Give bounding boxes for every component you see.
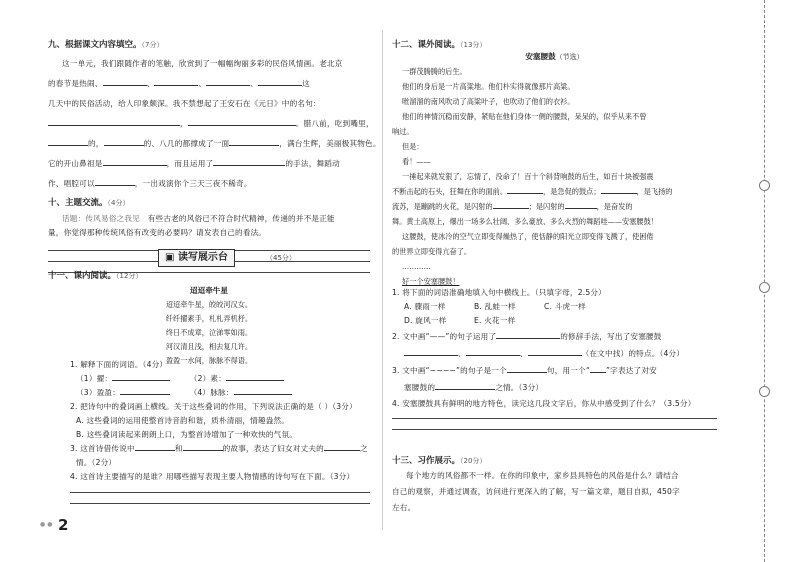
answer-line[interactable] (392, 429, 717, 430)
page-decoration: ●● (40, 521, 55, 528)
section-13-body: 每个地方的风俗都不一样。在你的印象中，家乡县具特色的风俗是什么？请结合 自己的观察，并通过调查，访问进行更深入的了解，写一篇文章，题目自拟，450字 左右。 (392, 471, 680, 512)
binding-hole (759, 180, 770, 191)
passage: 一群茂腾腾的后生。 他们的身后是一片高粱地。他们朴实得就像那片高粱。 咝溜溜的南风吹动了高粱叶子，也吹动了他们的衣衫。 他们的神情沉稳而安静，紧贴在他们身体一侧的腰鼓，呆呆的，似乎从来不曾 响过。 但是： 看！—— 一捶起来就发狠了，忘情了，没命了！百十个斜背响鼓的后生，如百十块被强震 不断击起的石头，狂舞在你的面前。 ，是急促的鼓点； ，是飞扬的 流苏，是蹦跳的火花，是闪射的 ；是闪射的 ，是奋发的 舞。黄土高原上，爆出一场多么壮阔、多么豪放、多么火烈的舞蹈哇——安塞腰鼓！ 这腰鼓，使冰冷的空气立即变得燥热了，使恬静的阳光立即变得飞溅了，使困倦 的世界立即变得亢奋了。 ………… 好一个安塞腰鼓！ (392, 67, 673, 286)
answer-line[interactable] (70, 492, 370, 493)
section-12-questions: 1. 将下面的词语准确地填入句中横线上。（只填字母，2.5分） A. 骤雨一样 B. 乱蛙一样 C. 斗虎一样 D. 旋风一样 E. 火花一样 2. 文中画“——”的句子运用了 的修辞手法，写出了安塞腰鼓 、 、 （在文中找）的特点。（4分） 3. 文中画“~~~~”的句子是一个 句，用一个“ ”字表达了对安 塞腰鼓的 之情。（3分） 4. 安塞腰鼓具有鲜明的地方特色，读完这几段文字后，你从中感受到了什么？（3.5分） (392, 286, 717, 430)
page-number: 2 (58, 516, 69, 534)
reading-writing-banner: ▣ 读写展示台 (158, 249, 235, 267)
passage-title: 安塞腰鼓（节选） (525, 52, 584, 61)
answer-line[interactable] (392, 418, 717, 419)
section-11-body (48, 283, 370, 368)
section-12-title: 十二、课外阅读。（13分） (392, 40, 487, 50)
right-page (392, 0, 717, 562)
center-divider (382, 30, 383, 530)
section-9-title: 九、根据课文内容填空。（7分） (48, 40, 164, 50)
section-9-body: 这一单元，我们跟随作者的笔触，欣赏到了一幅幅绚丽多彩的民俗风情画。老北京 的春节是热闹、 、 、 、 这 几天中的民俗活动，给人印象颇深。我不禁想起了王安石在《元日》中的名句： ， 。腊八前，吃到嘴里， 的， 的、八几的都撑成了一面 ，满台生辉，美丽极其物色。 它的开山鼻祖是 ，而且运用了 的手法，舞蹈动 作、唱腔可以 ，一出戏演你个三天三夜不稀奇。 (48, 59, 381, 188)
section-11-title: 十一、课内阅读。（12分） (48, 271, 143, 281)
section-11-questions: 1. 解释下面的词语。（4分） （1）擢： （2）素： （3）盈盈： （4）脉脉： 2. 把诗句中的叠词画上横线。关于这些叠词的作用，下列说法正确的是（ ）（3分） A. 这些叠词的运用使整首诗音韵和谐，质朴清丽，情趣盎然。 B. 这些叠词读起来朗朗上口，为整首诗增加了一种欢快的气氛。 3. 这首诗借传说中 和 的故事，表达了妇女对丈夫的 之 情。（2分） 4. 这首诗主要描写的是谁？用哪些描写表现主要人物情感的诗句写在下面。（3分） (70, 358, 370, 504)
poem-title: 迢迢牵牛星 (190, 286, 228, 295)
section-13-title: 十三、习作展示。（20分） (392, 456, 487, 466)
book-icon: ▣ (165, 252, 175, 263)
section-10-body: 话题：传风易俗之我见 有些古老的风俗已不符合时代精神，传递的并不是正能 量，你觉得那种传统风俗有改变的必要吗？请发表自己的看法。 (48, 212, 370, 273)
answer-line[interactable] (70, 503, 370, 504)
banner-score: （45分） (266, 254, 296, 262)
binding-line (764, 0, 766, 562)
section-10-title: 十、主题交流。（4分） (48, 198, 130, 208)
binding-hole (759, 282, 770, 293)
left-page (48, 0, 381, 562)
binding-hole (759, 386, 770, 397)
poem: 迢迢牵牛星，皎皎河汉女。 纤纤擢素手，札札弄机杼。 终日不成章，泣涕零如雨。 河汉清且浅，相去复几许。 盈盈一水间，脉脉不得语。 (165, 300, 253, 366)
